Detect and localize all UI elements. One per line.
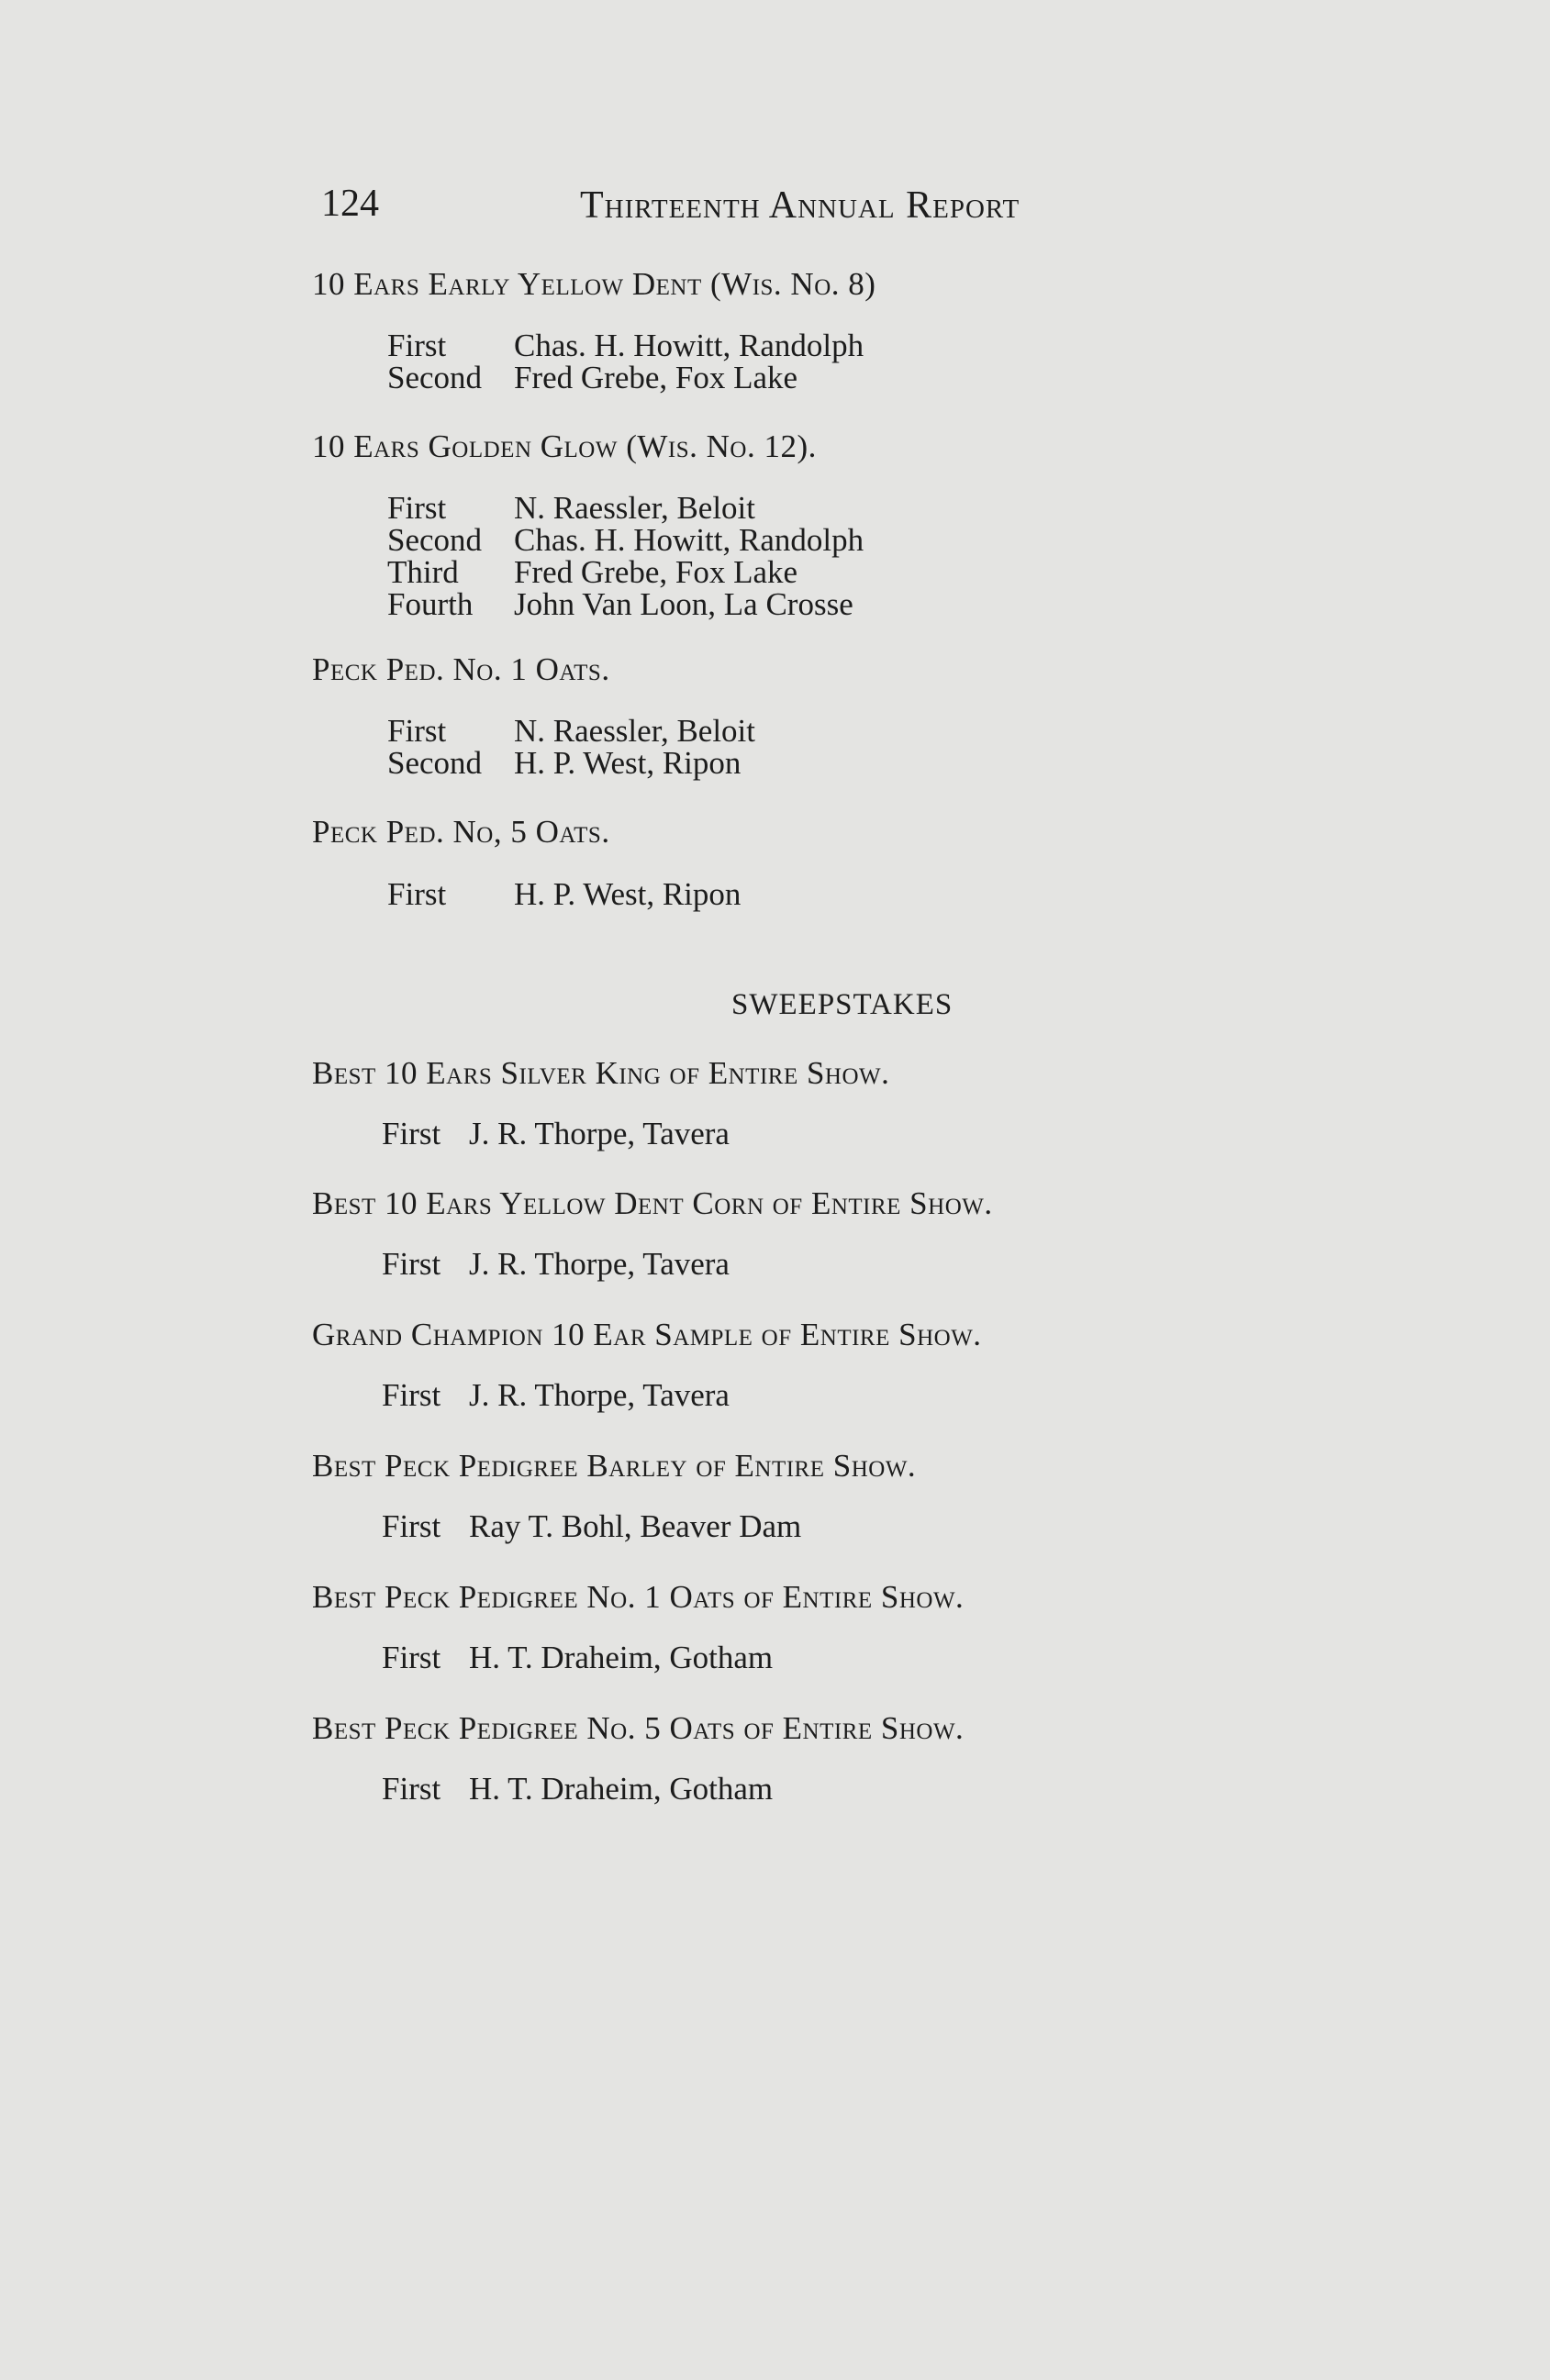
award-winner: Ray T. Bohl, Beaver Dam: [469, 1508, 802, 1544]
award-winner: H. T. Draheim, Gotham: [469, 1640, 774, 1675]
award-place: Second: [387, 360, 483, 395]
award-place: Fourth: [387, 586, 474, 622]
award-place: First: [387, 328, 447, 363]
section-heading: Best 10 Ears Yellow Dent Corn of Entire Show.: [312, 1185, 993, 1221]
section-heading: 10 Ears Early Yellow Dent (Wis. No. 8): [312, 266, 876, 302]
award-winner: John Van Loon, La Crosse: [514, 586, 853, 622]
award-place: First: [382, 1640, 441, 1675]
page-number: 124: [321, 183, 379, 225]
report-title: Thirteenth Annual Report: [580, 184, 1020, 227]
award-winner: J. R. Thorpe, Tavera: [469, 1116, 730, 1151]
award-place: First: [382, 1246, 441, 1282]
award-winner: Chas. H. Howitt, Randolph: [514, 328, 864, 363]
section-heading: Grand Champion 10 Ear Sample of Entire Show.: [312, 1317, 982, 1352]
section-heading: Best 10 Ears Silver King of Entire Show.: [312, 1055, 890, 1091]
section-heading: Best Peck Pedigree No. 1 Oats of Entire Show.: [312, 1579, 965, 1615]
section-heading: Peck Ped. No. 1 Oats.: [312, 651, 610, 687]
award-winner: Fred Grebe, Fox Lake: [514, 360, 798, 395]
award-winner: J. R. Thorpe, Tavera: [469, 1377, 730, 1413]
sweepstakes-heading: SWEEPSTAKES: [731, 988, 953, 1021]
section-heading: Best Peck Pedigree No. 5 Oats of Entire Show.: [312, 1710, 965, 1746]
award-place: First: [382, 1377, 441, 1413]
award-winner: H. T. Draheim, Gotham: [469, 1771, 774, 1807]
award-winner: Fred Grebe, Fox Lake: [514, 554, 798, 590]
award-place: First: [387, 876, 447, 912]
award-winner: H. P. West, Ripon: [514, 745, 742, 781]
award-place: First: [382, 1771, 441, 1807]
section-heading: Peck Ped. No, 5 Oats.: [312, 814, 610, 850]
award-place: Second: [387, 522, 483, 558]
award-place: Second: [387, 745, 483, 781]
award-winner: N. Raessler, Beloit: [514, 713, 755, 749]
section-heading: Best Peck Pedigree Barley of Entire Show.: [312, 1448, 917, 1484]
award-place: First: [387, 713, 447, 749]
award-winner: H. P. West, Ripon: [514, 876, 742, 912]
section-heading: 10 Ears Golden Glow (Wis. No. 12).: [312, 428, 817, 464]
award-winner: N. Raessler, Beloit: [514, 490, 755, 526]
award-place: First: [382, 1508, 441, 1544]
award-place: First: [387, 490, 447, 526]
award-winner: Chas. H. Howitt, Randolph: [514, 522, 864, 558]
award-place: First: [382, 1116, 441, 1151]
award-winner: J. R. Thorpe, Tavera: [469, 1246, 730, 1282]
award-place: Third: [387, 554, 459, 590]
